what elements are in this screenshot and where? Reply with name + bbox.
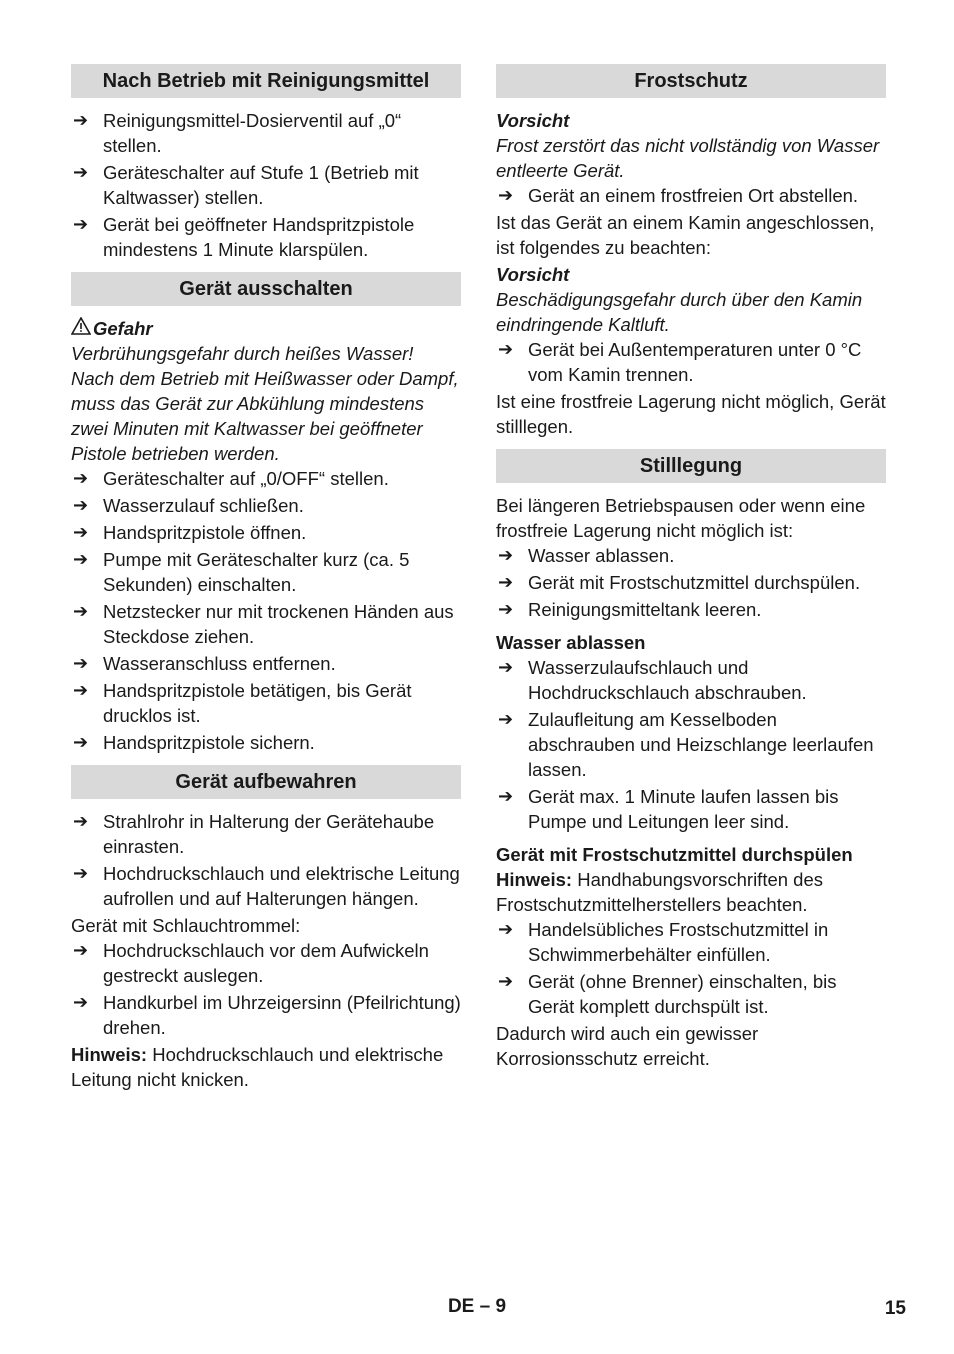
list-wasser-ablassen bbox=[496, 655, 886, 834]
caution-text: Frost zerstört das nicht vollständig von Wasser entleerte Gerät. bbox=[496, 135, 880, 181]
list-frostschutzmittel bbox=[496, 917, 886, 1019]
list-item: ➔ Gerät bei Außentemperaturen unter 0 °C vom Kamin trennen. bbox=[498, 339, 862, 385]
arrow-right-icon: ➔ bbox=[73, 549, 89, 570]
arrow-right-icon: ➔ bbox=[73, 110, 89, 131]
list-frostschutz-1 bbox=[496, 183, 886, 208]
arrow-right-icon: ➔ bbox=[498, 971, 514, 992]
list-item: ➔ Reinigungsmittel-Dosierventil auf „0“ stellen. bbox=[73, 110, 402, 156]
list-item: ➔ Gerät mit Frostschutzmittel durchspülen. bbox=[498, 572, 861, 593]
list-item: ➔ Geräteschalter auf Stufe 1 (Betrieb mit Kaltwasser) stellen. bbox=[73, 162, 419, 208]
left-column bbox=[71, 64, 461, 1092]
arrow-right-icon: ➔ bbox=[498, 919, 514, 940]
list-item: ➔ Wasseranschluss entfernen. bbox=[73, 653, 336, 674]
list-item: ➔ Handspritzpistole öffnen. bbox=[73, 522, 307, 543]
warning-text: Verbrühungsgefahr durch heißes Wasser! Nach dem Betrieb mit Heißwasser oder Dampf, muss das Gerät zur Abkühlung mindestens zwei Minuten mit Kaltwasser bei geöffneter Pistole betrieben werden. bbox=[71, 343, 459, 464]
list-item: ➔ Strahlrohr in Halterung der Gerätehaube einrasten. bbox=[73, 811, 435, 857]
arrow-right-icon: ➔ bbox=[73, 680, 89, 701]
arrow-right-icon: ➔ bbox=[498, 185, 514, 206]
note-text: Hinweis: Hochdruckschlauch und elektrische Leitung nicht knicken. bbox=[71, 1044, 444, 1090]
page-number: 15 bbox=[884, 1298, 906, 1319]
list-item: ➔ Pumpe mit Geräteschalter kurz (ca. 5 Sekunden) einschalten. bbox=[73, 549, 410, 595]
arrow-right-icon: ➔ bbox=[73, 601, 89, 622]
section-title-nach-betrieb: Nach Betrieb mit Reinigungsmittel bbox=[71, 64, 461, 98]
list-item: ➔ Handkurbel im Uhrzeigersinn (Pfeilrichtung) drehen. bbox=[73, 992, 461, 1038]
arrow-right-icon: ➔ bbox=[73, 468, 89, 489]
list-item: ➔ Handspritzpistole sichern. bbox=[73, 732, 315, 753]
list-aufbewahren bbox=[71, 809, 461, 911]
arrow-right-icon: ➔ bbox=[73, 732, 89, 753]
section-title-aufbewahren: Gerät aufbewahren bbox=[71, 765, 461, 799]
list-item: ➔ Hochdruckschlauch vor dem Aufwickeln gestreckt auslegen. bbox=[73, 940, 429, 986]
arrow-right-icon: ➔ bbox=[73, 162, 89, 183]
list-stilllegung bbox=[496, 543, 886, 622]
body-text: Ist das Gerät an einem Kamin angeschlossen, ist folgendes zu beachten: bbox=[496, 212, 875, 258]
body-text: Ist eine frostfreie Lagerung nicht möglich, Gerät stilllegen. bbox=[496, 391, 886, 437]
arrow-right-icon: ➔ bbox=[498, 339, 514, 360]
arrow-right-icon: ➔ bbox=[73, 495, 89, 516]
caution-heading: Vorsicht bbox=[496, 110, 570, 131]
section-title-frostschutz: Frostschutz bbox=[496, 64, 886, 98]
arrow-right-icon: ➔ bbox=[73, 811, 89, 832]
arrow-right-icon: ➔ bbox=[498, 709, 514, 730]
subheading-wasser-ablassen: Wasser ablassen bbox=[496, 632, 646, 653]
list-item: ➔ Geräteschalter auf „0/OFF“ stellen. bbox=[73, 468, 389, 489]
list-item: ➔ Netzstecker nur mit trockenen Händen aus Steckdose ziehen. bbox=[73, 601, 454, 647]
note-text: Hinweis: Handhabungsvorschriften des Frostschutzmittelherstellers beachten. bbox=[496, 869, 824, 915]
arrow-right-icon: ➔ bbox=[498, 572, 514, 593]
list-item: ➔ Hochdruckschlauch und elektrische Leitung aufrollen und auf Halterungen hängen. bbox=[73, 863, 460, 909]
subheading-frostschutzmittel: Gerät mit Frostschutzmittel durchspülen bbox=[496, 844, 853, 865]
list-item: ➔ Wasserzulaufschlauch und Hochdruckschlauch abschrauben. bbox=[498, 657, 807, 703]
right-column bbox=[496, 64, 886, 1071]
list-item: ➔ Gerät (ohne Brenner) einschalten, bis Gerät komplett durchspült ist. bbox=[498, 971, 837, 1017]
arrow-right-icon: ➔ bbox=[498, 599, 514, 620]
list-nach-betrieb bbox=[71, 108, 461, 262]
arrow-right-icon: ➔ bbox=[73, 992, 89, 1013]
arrow-right-icon: ➔ bbox=[73, 940, 89, 961]
footer-section-label: DE – 9 bbox=[447, 1296, 507, 1317]
list-item: ➔ Gerät an einem frostfreien Ort abstellen. bbox=[498, 185, 859, 206]
section-title-stilllegung: Stilllegung bbox=[496, 449, 886, 483]
list-item: ➔ Zulaufleitung am Kesselboden abschrauben und Heizschlange leerlaufen lassen. bbox=[498, 709, 874, 780]
arrow-right-icon: ➔ bbox=[73, 863, 89, 884]
warning-triangle-icon bbox=[71, 316, 93, 341]
arrow-right-icon: ➔ bbox=[498, 657, 514, 678]
caution-heading: Vorsicht bbox=[496, 264, 570, 285]
caution-text: Beschädigungsgefahr durch über den Kamin eindringende Kaltluft. bbox=[496, 289, 863, 335]
body-text: Bei längeren Betriebspausen oder wenn eine frostfreie Lagerung nicht möglich ist: bbox=[496, 495, 866, 541]
arrow-right-icon: ➔ bbox=[73, 522, 89, 543]
section-title-ausschalten: Gerät ausschalten bbox=[71, 272, 461, 306]
list-frostschutz-2 bbox=[496, 337, 886, 387]
list-item: ➔ Wasserzulauf schließen. bbox=[73, 495, 304, 516]
list-item: ➔ Reinigungsmitteltank leeren. bbox=[498, 599, 762, 620]
list-item: ➔ Handspritzpistole betätigen, bis Gerät drucklos ist. bbox=[73, 680, 412, 726]
arrow-right-icon: ➔ bbox=[73, 653, 89, 674]
body-text: Dadurch wird auch ein gewisser Korrosionsschutz erreicht. bbox=[496, 1023, 759, 1069]
arrow-right-icon: ➔ bbox=[73, 214, 89, 235]
warning-heading: Gefahr bbox=[71, 316, 461, 341]
list-item: ➔ Wasser ablassen. bbox=[498, 545, 675, 566]
list-ausschalten bbox=[71, 466, 461, 755]
list-item: ➔ Handelsübliches Frostschutzmittel in Schwimmerbehälter einfüllen. bbox=[498, 919, 829, 965]
list-item: ➔ Gerät max. 1 Minute laufen lassen bis Pumpe und Leitungen leer sind. bbox=[498, 786, 839, 832]
list-item: ➔ Gerät bei geöffneter Handspritzpistole mindestens 1 Minute klarspülen. bbox=[73, 214, 415, 260]
list-schlauchtrommel bbox=[71, 938, 461, 1040]
arrow-right-icon: ➔ bbox=[498, 545, 514, 566]
body-text: Gerät mit Schlauchtrommel: bbox=[71, 915, 301, 936]
arrow-right-icon: ➔ bbox=[498, 786, 514, 807]
